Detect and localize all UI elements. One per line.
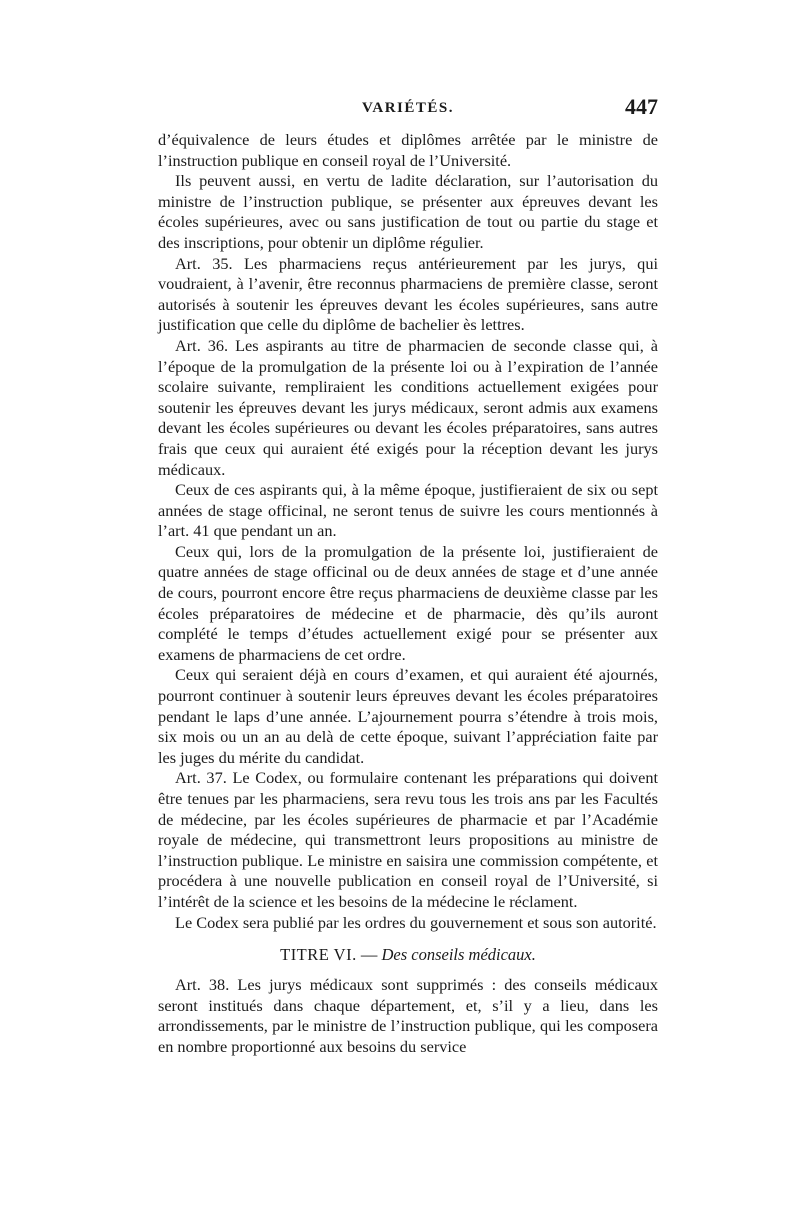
paragraph-art-38: Art. 38. Les jurys médicaux sont supprimés : des conseils médicaux seront institués dans chaque département, et, s’il y a lieu, dans les arrondissements, par le ministre de l’instruction publique, qui les composera en nombre proportionné aux besoins du service — [158, 975, 658, 1056]
paragraph: Ceux qui seraient déjà en cours d’examen, et qui auraient été ajournés, pourront continuer à soutenir leurs épreuves devant les écoles préparatoires pendant le laps d’une année. L’ajournement pourra s’étendre à trois mois, six mois ou un an au delà de cette époque, suivant l’appréciation faite par les juges du mérite du candidat. — [158, 665, 658, 767]
paragraph: Ceux qui, lors de la promulgation de la présente loi, justifieraient de quatre années de stage officinal ou de deux années de stage et d’une année de cours, pourront encore être reçus pharmaciens de deuxième classe par les écoles préparatoires de médecine et de pharmacie, dès qu’ils auront complété le temps d’études actuellement exigé pour se présenter aux examens de pharmaciens de cet ordre. — [158, 541, 658, 664]
running-head — [158, 94, 658, 130]
page-number: 447 — [625, 94, 658, 119]
paragraph: Ceux de ces aspirants qui, à la même époque, justifieraient de six ou sept années de stage officinal, ne seront tenus de suivre les cours mentionnés à l’art. 41 que pendant un an. — [158, 480, 658, 541]
section-numeral: TITRE VI. — [280, 945, 357, 965]
paragraph-art-35: Art. 35. Les pharmaciens reçus antérieurement par les jurys, qui voudraient, à l’avenir, être reconnus pharmaciens de première classe, seront autorisés à soutenir les épreuves devant les écoles supérieures, sans autre justification que celle du diplôme de bachelier ès lettres. — [158, 253, 658, 335]
paragraph-continued: d’équivalence de leurs études et diplômes arrêtée par le ministre de l’instruction publique en conseil royal de l’Université. — [158, 130, 658, 170]
book-page — [158, 94, 658, 1058]
paragraph-art-37: Art. 37. Le Codex, ou formulaire contenant les préparations qui doivent être tenues par les pharmaciens, sera revu tous les trois ans par les Facultés de médecine, par les écoles supérieures de pharmacie et par l’Académie royale de médecine, qui transmettront leurs propositions au ministre de l’instruction publique. Le ministre en saisira une commission compétente, et procédera à une nouvelle publication en conseil royal de l’Université, si l’intérêt de la science et les besoins de la médecine le réclament. — [158, 768, 658, 911]
body-text — [158, 130, 658, 1058]
section-subtitle: Des conseils médicaux. — [381, 945, 536, 965]
section-heading — [158, 945, 658, 965]
paragraph-art-36: Art. 36. Les aspirants au titre de pharmacien de seconde classe qui, à l’époque de la promulgation de la présente loi ou à l’expiration de l’année scolaire suivante, rempliraient les conditions actuellement exigées pour soutenir les épreuves devant les jurys médicaux, seront admis aux examens devant les écoles supérieures ou devant les écoles préparatoires, sans autres frais que ceux qui auraient été exigés pour la réception devant les jurys médicaux. — [158, 335, 658, 479]
paragraph: Ils peuvent aussi, en vertu de ladite déclaration, sur l’autorisation du ministre de l’instruction publique, se présenter aux épreuves devant les écoles supérieures, avec ou sans justification de tout ou partie du stage et des inscriptions, pour obtenir un diplôme régulier. — [158, 171, 658, 252]
paragraph: Le Codex sera publié par les ordres du gouvernement et sous son autorité. — [175, 912, 657, 932]
running-title: VARIÉTÉS. — [361, 100, 454, 116]
section-dash: — — [356, 945, 382, 965]
